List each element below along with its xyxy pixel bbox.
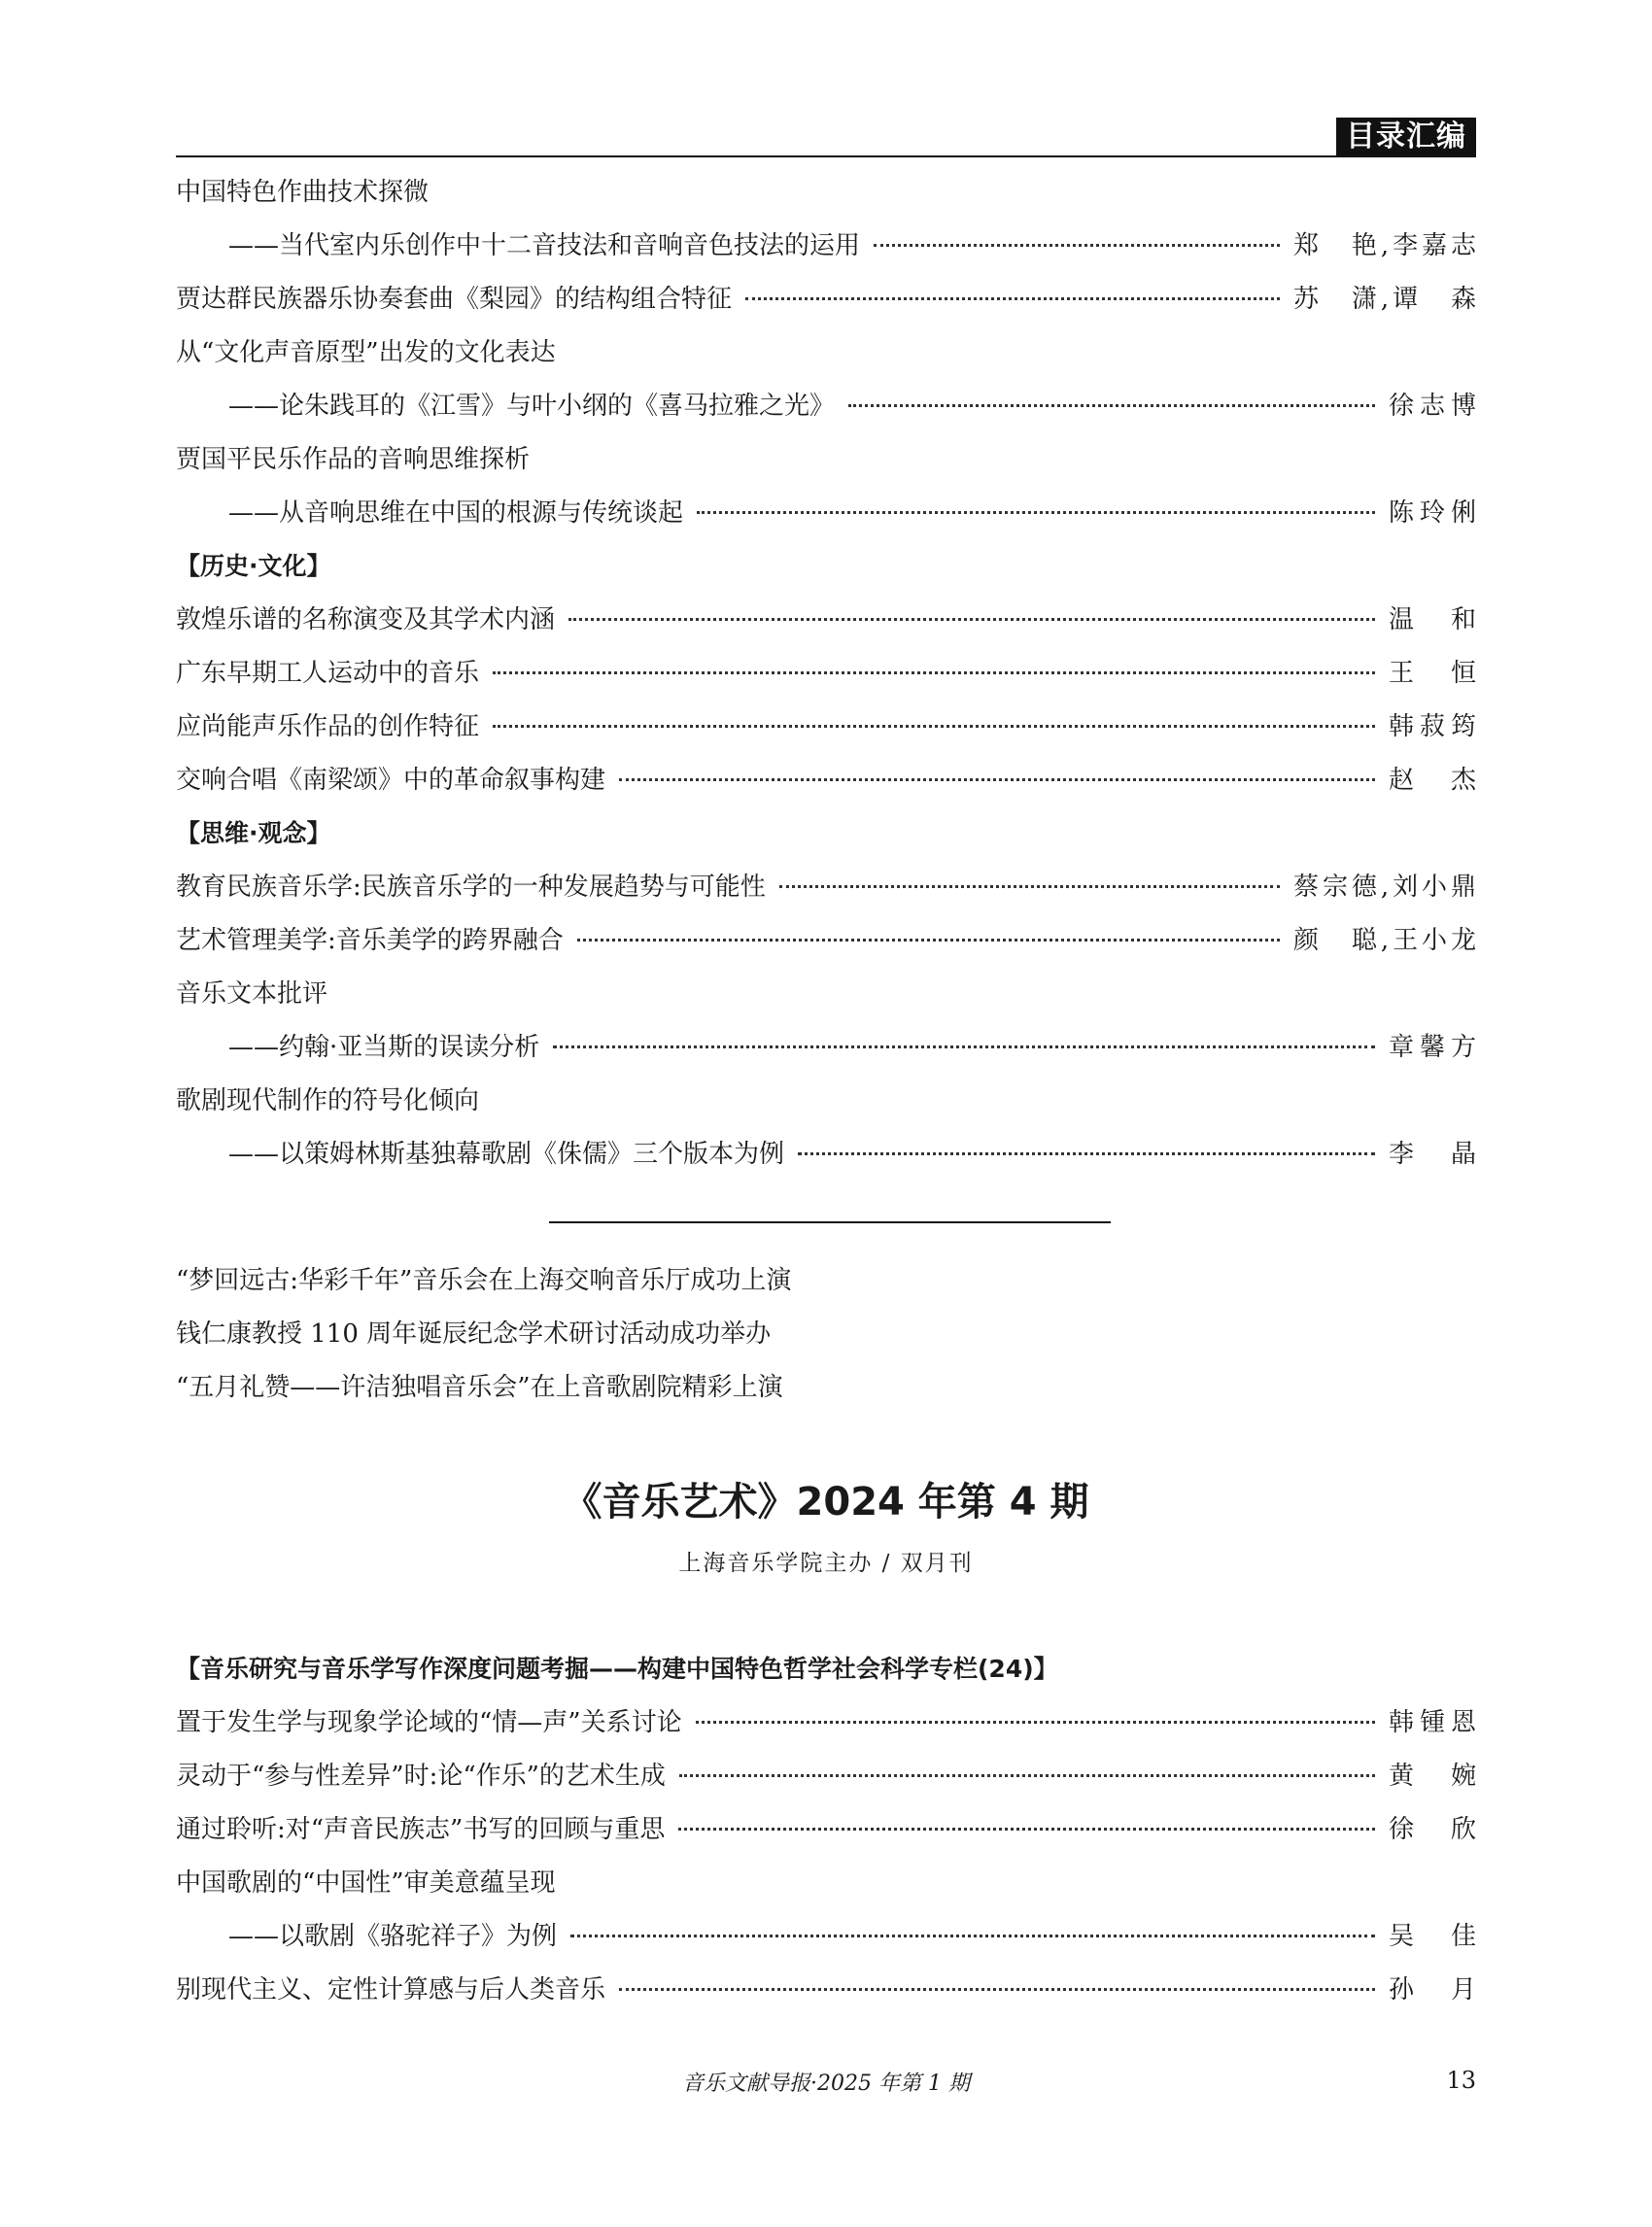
toc-entry-title: 置于发生学与现象学论域的“情—声”关系讨论 (176, 1708, 682, 1737)
dot-leader (619, 778, 1375, 781)
toc-entry-title: 从“文化声音原型”出发的文化表达 (176, 338, 556, 367)
page-number: 13 (1446, 2067, 1476, 2094)
toc-entry (176, 1800, 1476, 1854)
news-item: “五月礼赞——许洁独唱音乐会”在上音歌剧院精彩上演 (176, 1373, 783, 1402)
toc-entry-title: 广东早期工人运动中的音乐 (176, 659, 480, 688)
dot-leader (619, 1988, 1375, 1991)
toc-entry-title: ——当代室内乐创作中十二音技法和音响音色技法的运用 (228, 231, 861, 260)
toc-heading-line (176, 1072, 1476, 1125)
toc-entry-title: 艺术管理美学:音乐美学的跨界融合 (176, 926, 564, 955)
toc-entry-author: 韩锺恩 (1389, 1708, 1476, 1737)
section-heading-label: 【音乐研究与音乐学写作深度问题考掘——构建中国特色哲学社会科学专栏(24)】 (176, 1654, 1058, 1683)
toc-entry (176, 1018, 1476, 1072)
toc-entry-title: ——约翰·亚当斯的误读分析 (228, 1033, 540, 1062)
toc-entry-title: ——以歌剧《骆驼祥子》为例 (228, 1922, 558, 1951)
toc-entry-author: 赵 杰 (1389, 766, 1476, 795)
toc-entry-title: ——以策姆林斯基独幕歌剧《侏儒》三个版本为例 (228, 1140, 785, 1169)
news-item: “梦回远古:华彩千年”音乐会在上海交响音乐厅成功上演 (176, 1266, 792, 1295)
dot-leader (696, 1721, 1375, 1724)
toc-entry-author: 李 晶 (1389, 1140, 1476, 1169)
toc-entry-author: 徐志博 (1389, 392, 1476, 421)
toc-entry-title: 贾达群民族器乐协奏套曲《梨园》的结构组合特征 (176, 285, 733, 314)
toc-entry (176, 1961, 1476, 2014)
toc-entry (176, 858, 1476, 911)
dot-leader (848, 404, 1375, 407)
dot-leader (493, 725, 1375, 728)
toc-entry (176, 217, 1476, 270)
toc-entry (176, 698, 1476, 751)
toc-entry (176, 644, 1476, 698)
dot-leader (697, 511, 1375, 514)
dot-leader (577, 939, 1280, 942)
toc-heading-line (176, 1854, 1476, 1907)
toc-entry (176, 484, 1476, 537)
toc-entry-author: 吴 佳 (1389, 1922, 1476, 1951)
toc-list-previous-issue (176, 163, 1476, 1179)
section-heading (176, 537, 1476, 591)
toc-entry (176, 751, 1476, 805)
toc-entry (176, 1907, 1476, 1961)
footer-journal: 音乐文献导报·2025 年第 1 期 (682, 2072, 970, 2096)
toc-entry (176, 1125, 1476, 1179)
dot-leader (874, 244, 1280, 247)
toc-entry-author: 温 和 (1389, 605, 1476, 634)
toc-entry (176, 591, 1476, 644)
section-heading-label: 【历史·文化】 (176, 551, 331, 580)
dot-leader (678, 1828, 1375, 1831)
toc-entry-author: 陈玲俐 (1389, 498, 1476, 528)
toc-heading-line (176, 324, 1476, 377)
toc-entry (176, 1694, 1476, 1747)
toc-entry-title: 通过聆听:对“声音民族志”书写的回顾与重思 (176, 1815, 666, 1844)
toc-entry-title: ——从音响思维在中国的根源与传统谈起 (228, 498, 684, 528)
toc-entry-author: 韩菽筠 (1389, 712, 1476, 741)
toc-entry-title: 灵动于“参与性差异”时:论“作乐”的艺术生成 (176, 1762, 666, 1791)
toc-entry-author: 章馨方 (1389, 1033, 1476, 1062)
dot-leader (798, 1152, 1375, 1155)
toc-entry-author: 苏 潇,谭 森 (1293, 285, 1476, 314)
toc-entry-author: 孙 月 (1389, 1975, 1476, 2004)
toc-entry-title: 交响合唱《南梁颂》中的革命叙事构建 (176, 766, 606, 795)
toc-heading-line (176, 163, 1476, 217)
dot-leader (553, 1045, 1375, 1048)
section-heading (176, 805, 1476, 858)
section-heading-label: 【思维·观念】 (176, 818, 331, 847)
toc-heading-line (176, 430, 1476, 484)
toc-entry-author: 王 恒 (1389, 659, 1476, 688)
toc-entry-title: 应尚能声乐作品的创作特征 (176, 712, 480, 741)
dot-leader (570, 1935, 1375, 1937)
dot-leader (568, 618, 1375, 621)
toc-entry-author: 蔡宗德,刘小鼎 (1293, 873, 1476, 902)
news-item: 钱仁康教授 110 周年诞辰纪念学术研讨活动成功举办 (176, 1319, 772, 1349)
toc-entry-title: 音乐文本批评 (176, 979, 328, 1009)
dot-leader (493, 671, 1375, 674)
toc-entry (176, 1747, 1476, 1800)
toc-entry-author: 徐 欣 (1389, 1815, 1476, 1844)
issue-subtitle: 上海音乐学院主办 / 双月刊 (678, 1551, 974, 1576)
dot-leader (745, 297, 1280, 300)
toc-list-issue-4 (176, 1640, 1476, 2014)
dot-leader (679, 1774, 1375, 1777)
toc-entry-author: 颜 聪,王小龙 (1293, 926, 1476, 955)
news-list (176, 1251, 791, 1412)
toc-entry (176, 911, 1476, 965)
section-heading (176, 1640, 1476, 1694)
section-tag: 目录汇编 (1336, 118, 1476, 156)
header-rule (176, 155, 1476, 157)
issue-title: 《音乐艺术》2024 年第 4 期 (563, 1480, 1089, 1525)
toc-entry-title: 别现代主义、定性计算感与后人类音乐 (176, 1975, 606, 2004)
toc-entry (176, 270, 1476, 324)
toc-entry-author: 郑 艳,李嘉志 (1293, 231, 1476, 260)
toc-entry (176, 377, 1476, 430)
toc-entry-title: 歌剧现代制作的符号化倾向 (176, 1086, 480, 1115)
toc-entry-title: 教育民族音乐学:民族音乐学的一种发展趋势与可能性 (176, 873, 766, 902)
toc-entry-title: 敦煌乐谱的名称演变及其学术内涵 (176, 605, 556, 634)
toc-entry-title: 中国歌剧的“中国性”审美意蕴呈现 (176, 1868, 556, 1898)
toc-entry-author: 黄 婉 (1389, 1762, 1476, 1791)
toc-heading-line (176, 965, 1476, 1018)
toc-entry-title: 中国特色作曲技术探微 (176, 178, 430, 207)
toc-entry-title: ——论朱践耳的《江雪》与叶小纲的《喜马拉雅之光》 (228, 392, 836, 421)
divider-rule (549, 1221, 1111, 1223)
toc-entry-title: 贾国平民乐作品的音响思维探析 (176, 445, 531, 474)
dot-leader (779, 885, 1280, 888)
